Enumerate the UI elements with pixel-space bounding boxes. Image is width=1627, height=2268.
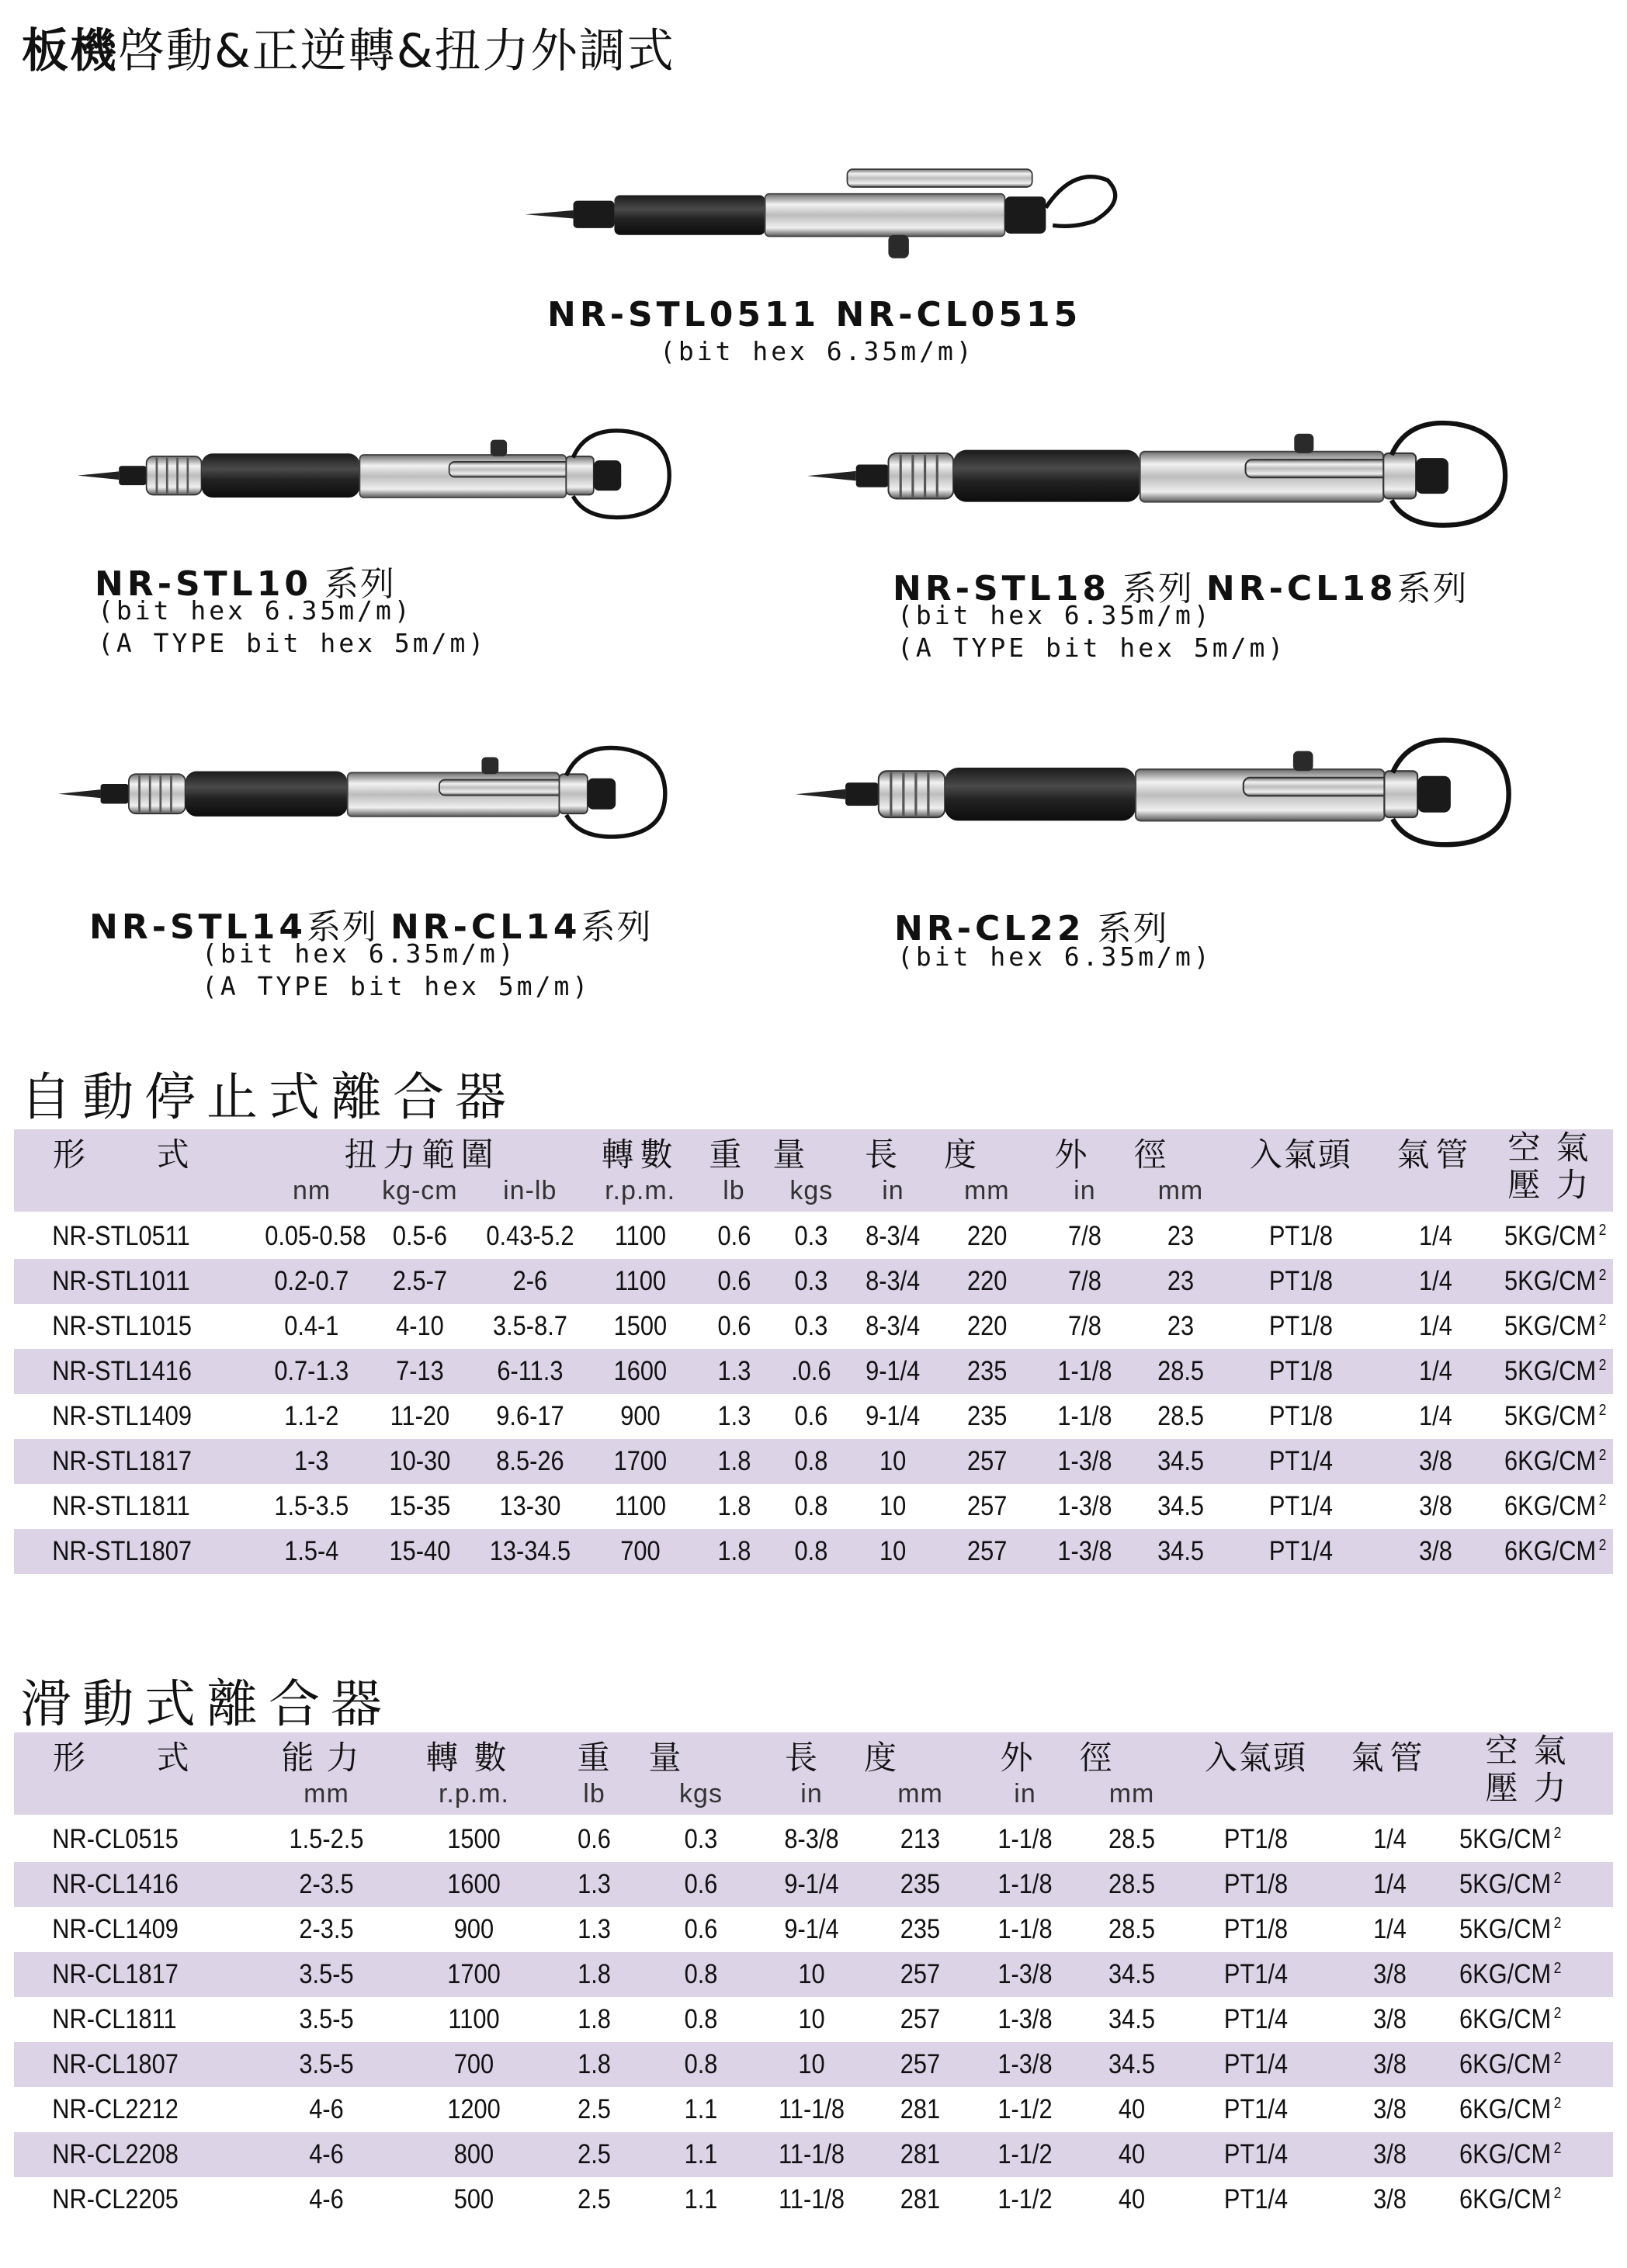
header-weight: 重量 <box>577 1739 720 1776</box>
table-row: NR-STL1817 1-3 10-30 8.5-26 1700 1.8 0.8 10 257 1-3/8 34.5 PT1/4 3/8 6KG/CM $^2$ <box>14 1439 1613 1484</box>
unit-lb: lb <box>723 1176 745 1205</box>
tool-model-stl18: NR-STL18 系列 NR-CL18系列 <box>893 569 1469 609</box>
table-row: NR-STL1015 0.4-1 4-10 3.5-8.7 1500 0.6 0.3 8-3/4 220 7/8 23 PT1/8 1/4 5KG/CM $^2$ <box>52 1311 1607 1341</box>
tool-image-stl0511 <box>485 146 1168 262</box>
table-row: NR-STL0511 0.05-0.58 0.5-6 0.43-5.2 1100 0.6 0.3 8-3/4 220 7/8 23 PT1/8 1/4 5KG/CM $^2$ <box>52 1221 1607 1251</box>
table-row: NR-STL1416 0.7-1.3 7-13 6-11.3 1600 1.3 .0.6 9-1/4 235 1-1/8 28.5 PT1/8 1/4 5KG/CM $^2$ <box>14 1349 1613 1394</box>
unit-cap-mm: mm <box>304 1779 349 1809</box>
unit-inlb: in-lb <box>503 1176 557 1205</box>
header-pressure: 空氣 壓力 <box>1507 1129 1604 1203</box>
header-hose: 氣管 <box>1396 1136 1475 1173</box>
table-row: NR-CL2212 4-6 1200 2.5 1.1 11-1/8 281 1-1/2 40 PT1/4 3/8 6KG/CM $^2$ <box>52 2094 1562 2124</box>
unit-kgcm: kg-cm <box>382 1176 458 1205</box>
header-diameter: 外徑 <box>1054 1136 1213 1173</box>
header-capacity: 能力 <box>281 1739 372 1776</box>
table-row: NR-CL0515 1.5-2.5 1500 0.6 0.3 8-3/8 213 1-1/8 28.5 PT1/8 1/4 5KG/CM $^2$ <box>52 1824 1562 1854</box>
tool-image-cl22 <box>796 726 1525 858</box>
unit-len-in: in <box>800 1779 823 1809</box>
page-title-rest: 啓動&正逆轉&扭力外調式 <box>118 24 675 78</box>
tool-spec-stl18: (bit hex 6.35m/m) (A TYPE bit hex 5m/m) <box>897 600 1287 663</box>
table-row: NR-CL2205 4-6 500 2.5 1.1 11-1/8 281 1-1/2 40 PT1/4 3/8 6KG/CM $^2$ <box>52 2184 1562 2214</box>
tool-spec-stl10: (bit hex 6.35m/m) (A TYPE bit hex 5m/m) <box>98 595 487 658</box>
tool-image-stl14 <box>58 733 679 850</box>
header-model: 形 式 <box>53 1739 220 1776</box>
header-rpm: 轉數 <box>601 1136 679 1173</box>
header-length: 長度 <box>865 1136 1024 1173</box>
header-inlet: 入氣頭 <box>1249 1136 1352 1173</box>
page-title-bold: 板機 <box>22 24 118 78</box>
unit-len-mm: mm <box>897 1779 943 1809</box>
header-model: 形 式 <box>53 1136 220 1173</box>
page-title <box>22 14 675 81</box>
unit-lb: lb <box>583 1779 605 1809</box>
slip-title: 滑動式離合器 <box>20 1674 393 1734</box>
tool-spec-cl22: (bit hex 6.35m/m) <box>897 942 1212 972</box>
tool-model-stl14: NR-STL14系列 NR-CL14系列 <box>89 907 653 947</box>
unit-rpm: r.p.m. <box>438 1779 510 1809</box>
unit-kgs: kgs <box>789 1176 834 1205</box>
table-row: NR-STL1811 1.5-3.5 15-35 13-30 1100 1.8 0.8 10 257 1-3/8 34.5 PT1/4 3/8 6KG/CM $^2$ <box>52 1491 1607 1521</box>
table-row: NR-STL1409 1.1-2 11-20 9.6-17 900 1.3 0.6 9-1/4 235 1-1/8 28.5 PT1/8 1/4 5KG/CM $^2$ <box>52 1401 1607 1431</box>
tool-model-stl10: NR-STL10 系列 <box>95 564 396 604</box>
table-row: NR-CL2208 4-6 800 2.5 1.1 11-1/8 281 1-1/2 40 PT1/4 3/8 6KG/CM $^2$ <box>14 2132 1613 2177</box>
header-inlet: 入氣頭 <box>1205 1739 1308 1776</box>
header-weight: 重量 <box>709 1136 837 1173</box>
table-row: NR-CL1409 2-3.5 900 1.3 0.6 9-1/4 235 1-1/8 28.5 PT1/8 1/4 5KG/CM $^2$ <box>52 1914 1562 1944</box>
slip-table <box>14 1732 1613 2222</box>
unit-kgs: kgs <box>679 1779 723 1809</box>
unit-dia-mm: mm <box>1157 1176 1204 1205</box>
header-hose: 氣管 <box>1351 1739 1429 1776</box>
table-row: NR-STL1807 1.5-4 15-40 13-34.5 700 1.8 0.8 10 257 1-3/8 34.5 PT1/4 3/8 6KG/CM $^2$ <box>14 1529 1613 1574</box>
header-length: 長度 <box>785 1739 944 1776</box>
header-rpm: 轉數 <box>425 1739 522 1776</box>
table-row: NR-STL1011 0.2-0.7 2.5-7 2-6 1100 0.6 0.3 8-3/4 220 7/8 23 PT1/8 1/4 5KG/CM $^2$ <box>14 1259 1613 1304</box>
header-pressure: 空氣 壓力 <box>1485 1732 1582 1806</box>
unit-len-mm: mm <box>963 1176 1010 1205</box>
tool-image-stl18 <box>807 411 1521 536</box>
header-torque: 扭力範圍 <box>344 1136 500 1173</box>
tool-spec-stl0511: (bit hex 6.35m/m) <box>660 336 975 366</box>
table-row: NR-CL1811 3.5-5 1100 1.8 0.8 10 257 1-3/8 34.5 PT1/4 3/8 6KG/CM $^2$ <box>52 2004 1562 2034</box>
header-diameter: 外徑 <box>1000 1739 1159 1776</box>
table-row: NR-CL1807 3.5-5 700 1.8 0.8 10 257 1-3/8 34.5 PT1/4 3/8 6KG/CM $^2$ <box>14 2042 1613 2087</box>
unit-dia-in: in <box>1014 1779 1036 1809</box>
auto-stop-table <box>14 1129 1613 1574</box>
unit-dia-mm: mm <box>1108 1779 1155 1809</box>
tool-model-cl22: NR-CL22 系列 <box>894 909 1169 948</box>
unit-dia-in: in <box>1074 1176 1096 1205</box>
auto-stop-title: 自動停止式離合器 <box>20 1067 517 1127</box>
table-row: NR-CL1817 3.5-5 1700 1.8 0.8 10 257 1-3/8 34.5 PT1/4 3/8 6KG/CM $^2$ <box>14 1952 1613 1997</box>
tool-spec-stl14: (bit hex 6.35m/m) (A TYPE bit hex 5m/m) <box>202 938 591 1001</box>
table-row: NR-CL1416 2-3.5 1600 1.3 0.6 9-1/4 235 1-1/8 28.5 PT1/8 1/4 5KG/CM $^2$ <box>14 1862 1613 1907</box>
unit-rpm: r.p.m. <box>605 1176 676 1205</box>
tool-image-stl10 <box>78 419 683 528</box>
unit-nm: nm <box>292 1176 331 1205</box>
unit-len-in: in <box>882 1176 904 1205</box>
tool-model-stl0511: NR-STL0511 NR-CL0515 <box>547 295 1082 335</box>
